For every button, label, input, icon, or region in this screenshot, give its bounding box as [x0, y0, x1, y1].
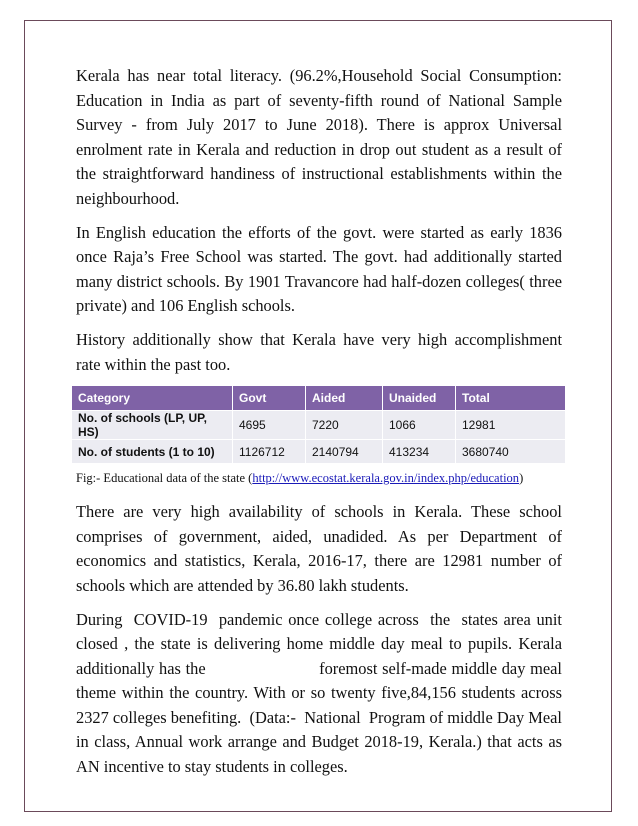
header-category: Category: [72, 386, 233, 411]
figure-caption: [76, 471, 562, 486]
header-govt: Govt: [233, 386, 306, 411]
paragraph-covid-meal: During COVID-19 pandemic once college across the states area unit closed , the state is delivering home middle day meal to pupils. Kerala additionally has the foremost self-made middle day meal theme within the country. With or so twenty five,84,156 students across 2327 colleges benefiting. (Data:- National Program of middle Day Meal in class, Annual work arrange and Budget 2018-19, Kerala.) that acts as AN incentive to stay students in colleges.: [76, 609, 571, 777]
cell-unaided: 1066: [383, 411, 456, 440]
header-unaided: Unaided: [383, 386, 456, 411]
cell-aided: 2140794: [306, 440, 383, 464]
cell-aided: 7220: [306, 411, 383, 440]
cell-govt: 4695: [233, 411, 306, 440]
caption-suffix: ): [519, 471, 524, 486]
header-total: Total: [456, 386, 566, 411]
cell-total: 12981: [456, 411, 566, 440]
paragraph-history: History additionally show that Kerala have very high accomplishment rate within the past too.: [76, 329, 562, 374]
table-header-row: [72, 386, 566, 411]
cell-total: 3680740: [456, 440, 566, 464]
caption-prefix: Fig:- Educational data of the state (: [76, 471, 253, 486]
document-body: [76, 64, 571, 789]
cell-unaided: 413234: [383, 440, 456, 464]
paragraph-schools-availability: There are very high availability of schools in Kerala. These school comprises of government, aided, unadided. As per Department of economics and statistics, Kerala, 2016-17, there are 12981 number of schools which are attended by 36.80 lakh students.: [76, 502, 562, 595]
table-row: [72, 440, 566, 464]
education-data-table: [72, 386, 566, 463]
cell-category: No. of schools (LP, UP, HS): [72, 411, 233, 440]
paragraph-literacy: Kerala has near total literacy. (96.2%,Household Social Consumption: Education in India as part of seventy-fifth round of National Sample Survey - from July 2017 to June 2018). There is approx Universal enrolment rate in Kerala and reduction in drop out student as a result of the straightforward handiness of instructional establishments within the neighbourhood.: [76, 66, 562, 208]
cell-govt: 1126712: [233, 440, 306, 464]
header-aided: Aided: [306, 386, 383, 411]
table-row: [72, 411, 566, 440]
caption-link[interactable]: http://www.ecostat.kerala.gov.in/index.php/education: [252, 471, 520, 486]
cell-category: No. of students (1 to 10): [72, 440, 233, 464]
paragraph-english-education: In English education the efforts of the govt. were started as early 1836 once Raja’s Free School was started. The govt. had additionally started many district schools. By 1901 Travancore had half-dozen colleges( three private) and 106 English schools.: [76, 222, 562, 316]
